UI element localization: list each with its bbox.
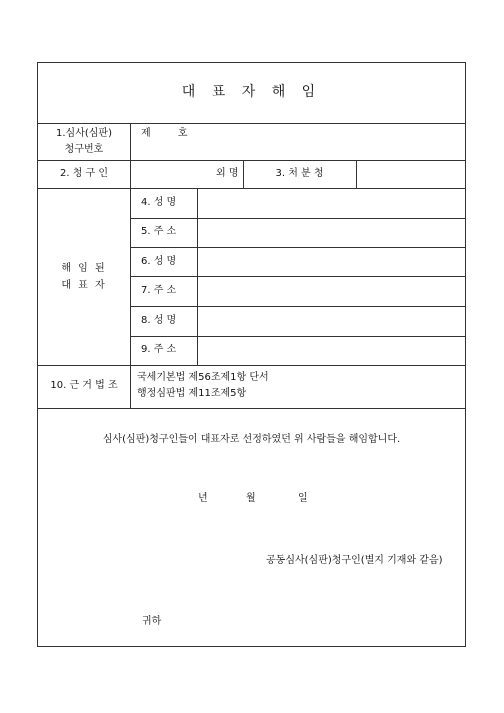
disposition-office-label: 3. 처 분 청: [275, 168, 324, 179]
field-label-name: 8. 성 명: [141, 315, 177, 326]
divider: [38, 123, 465, 124]
addressee: 귀하: [142, 616, 162, 627]
field-label-address: 9. 주 소: [141, 344, 177, 355]
divider: [130, 276, 465, 277]
date-month: 월: [246, 493, 256, 504]
field-label-address: 7. 주 소: [141, 285, 177, 296]
divider: [356, 160, 357, 188]
date-year: 년: [198, 493, 208, 504]
divider: [130, 218, 465, 219]
claim-number-value: 제 호: [141, 128, 188, 139]
dismissed-representative-label-2: 대 표 자: [61, 280, 107, 291]
divider: [38, 365, 465, 366]
divider: [130, 306, 465, 307]
divider: [130, 336, 465, 337]
legal-basis-line-1: 국세기본법 제56조제1항 단서: [137, 372, 269, 383]
form-frame: [37, 62, 466, 647]
dismissal-statement: 심사(심판)청구인들이 대표자로 선정하였던 위 사람들을 해임합니다.: [102, 434, 401, 445]
field-label-name: 4. 성 명: [141, 197, 177, 208]
claimant-count: 외 명: [216, 168, 239, 179]
field-label-address: 5. 주 소: [141, 226, 177, 237]
claim-number-label: 1.심사(심판): [56, 128, 112, 139]
divider: [38, 160, 465, 161]
date-day: 일: [298, 493, 308, 504]
legal-basis-line-2: 행정심판법 제11조제5항: [137, 388, 247, 399]
dismissed-representative-label: 해 임 된: [61, 263, 107, 274]
claimant-label: 2. 청 구 인: [59, 168, 109, 179]
legal-basis-label: 10. 근 거 법 조: [50, 380, 118, 391]
divider: [38, 408, 465, 409]
divider: [130, 247, 465, 248]
divider: [197, 188, 198, 365]
field-label-name: 6. 성 명: [141, 256, 177, 267]
divider: [130, 123, 131, 408]
divider: [38, 188, 465, 189]
joint-claimants-signature: 공동심사(심판)청구인(별지 기재와 같음): [266, 555, 443, 566]
page-title: 대 표 자 해 임: [181, 84, 322, 100]
claim-number-label-2: 청구번호: [64, 144, 104, 155]
